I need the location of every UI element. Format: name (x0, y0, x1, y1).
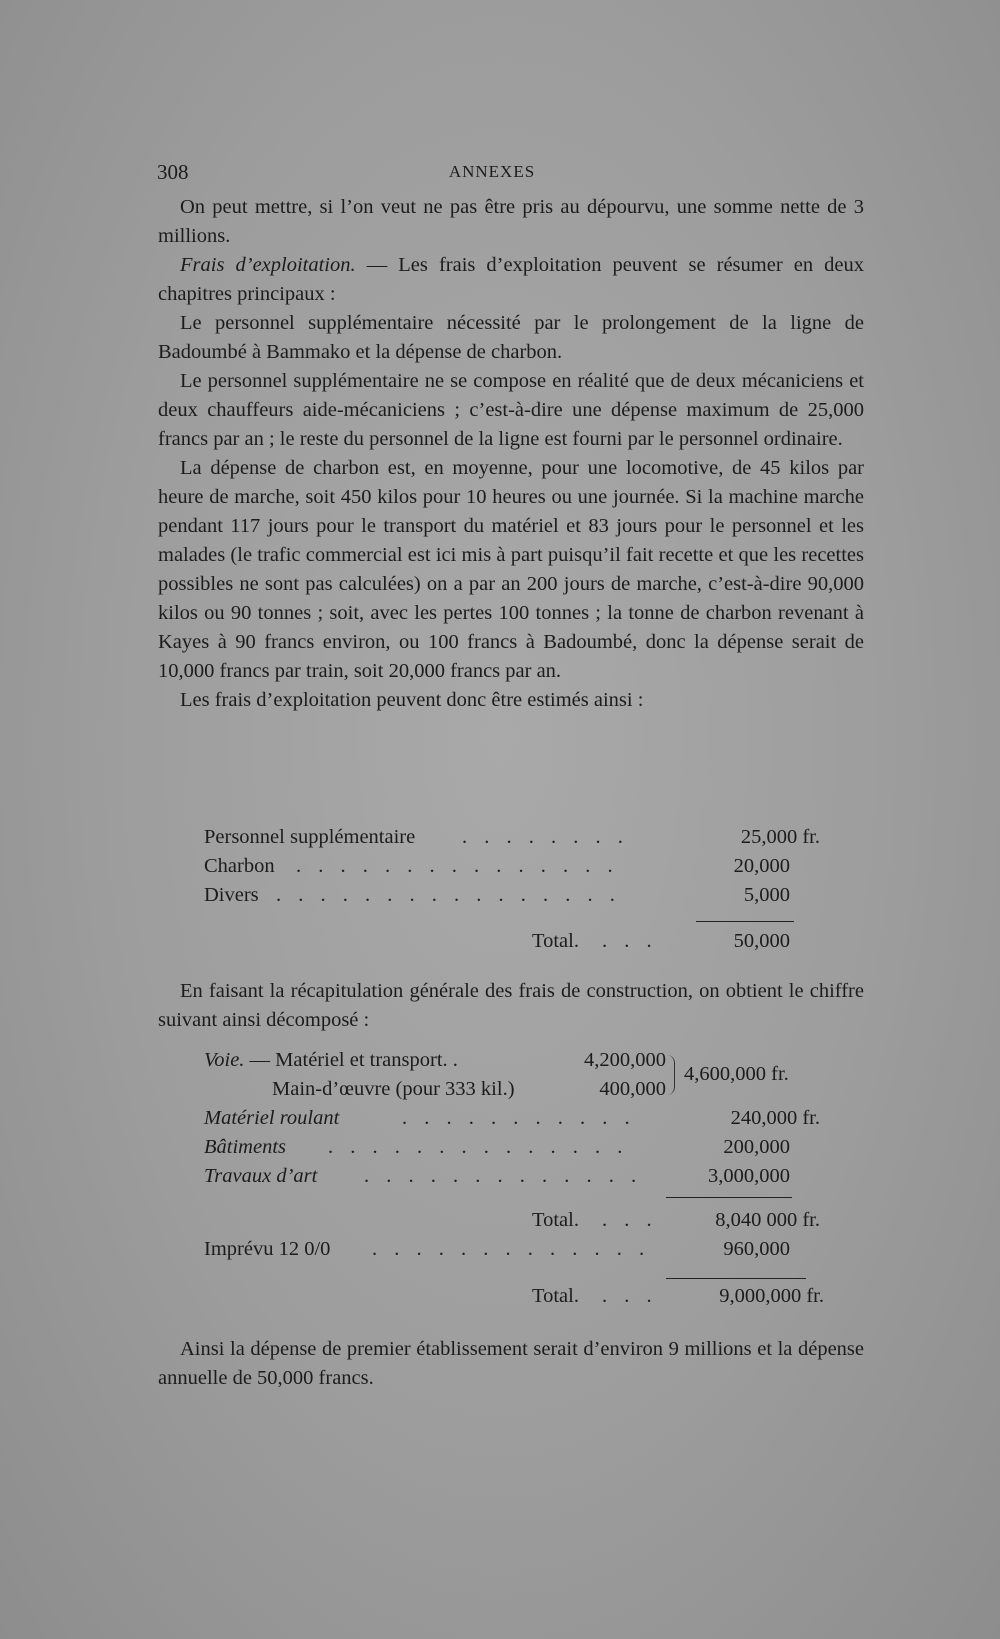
paragraph-7: En faisant la récapitulation générale des frais de construction, on obtient le chiffre suivant ainsi décomposé : (158, 980, 864, 1031)
body-text-3 (158, 1335, 864, 1393)
row-amount: 25,000 fr. (740, 826, 820, 848)
construction-total-row (204, 1285, 824, 1314)
paragraph-2-text: — Les frais d’exploitation peuvent se résumer en deux chapitres principaux : (158, 254, 864, 305)
row-label: Travaux d’art (204, 1165, 318, 1187)
voie-total: 4,600,000 fr. (684, 1063, 789, 1085)
row-amount: 200,000 (723, 1136, 790, 1158)
paragraph-2 (158, 251, 864, 309)
total-label: Total. (532, 1285, 579, 1307)
exploitation-total-row (204, 930, 824, 959)
running-head: ANNEXES (448, 162, 536, 181)
leader-dots: . (447, 1049, 458, 1071)
row-label: Divers (204, 884, 259, 906)
row-amount: 3,000,000 (708, 1165, 790, 1187)
subtotal-amount: 8,040 000 fr. (715, 1209, 820, 1231)
leader-dots: . . . . . . . . . . . (402, 1107, 636, 1129)
voie-total-row (204, 1063, 824, 1092)
leader-dots: . . . (602, 1209, 658, 1231)
sum-rule (666, 1278, 806, 1279)
sum-rule (696, 921, 794, 922)
voie-label: Voie. (204, 1049, 245, 1071)
row-label: Matériel roulant (204, 1107, 340, 1129)
row-amount: 240,000 fr. (730, 1107, 820, 1129)
section-heading-italic: Frais d’exploitation. (180, 254, 356, 276)
total-amount: 50,000 (733, 930, 790, 952)
row-amount: 5,000 (743, 884, 790, 906)
total-amount: 9,000,000 fr. (719, 1285, 824, 1307)
subtotal-label: Total. (532, 1209, 579, 1231)
voie-line-2-amount: 400,000 (599, 1078, 666, 1100)
paragraph-6: Les frais d’exploitation peuvent donc être estimés ainsi : (180, 689, 644, 711)
row-label: Personnel supplémentaire (204, 826, 416, 848)
leader-dots: . . . . . . . . . . . . . (372, 1238, 651, 1260)
voie-line-1-amount: 4,200,000 (584, 1049, 666, 1071)
voie-line-2-text: Main-d’œuvre (pour 333 kil.) (272, 1078, 515, 1100)
paragraph-4: Le personnel supplémentaire ne se compose en réalité que de deux mécaniciens et deux chauffeurs aide-mécaniciens ; c’est-à-dire une dépense maximum de 25,000 francs par an ; le reste du personnel de la ligne est fourni par le personnel ordinaire. (158, 370, 864, 450)
leader-dots: . . . . . . . . . . . . . . (328, 1136, 629, 1158)
body-text-2 (158, 977, 864, 1035)
leader-dots: . . . . . . . . (462, 826, 629, 848)
imprevu-row (204, 1238, 824, 1267)
exploitation-row (204, 855, 824, 884)
leader-dots: . . . (602, 930, 658, 952)
construction-subtotal-row (204, 1209, 824, 1238)
construction-row (204, 1107, 824, 1136)
sum-rule (666, 1197, 792, 1198)
leader-dots: . . . (602, 1285, 658, 1307)
paragraph-1: On peut mettre, si l’on veut ne pas être pris au dépourvu, une somme nette de 3 millions. (158, 196, 864, 247)
paragraph-8: Ainsi la dépense de premier établissement serait d’environ 9 millions et la dépense annuelle de 50,000 francs. (158, 1338, 864, 1389)
construction-row (204, 1136, 824, 1165)
paragraph-3: Le personnel supplémentaire nécessité par le prolongement de la ligne de Badoumbé à Bammako et la dépense de charbon. (158, 312, 864, 363)
body-text (158, 193, 864, 715)
page-number: 308 (157, 160, 189, 184)
row-label: Bâtiments (204, 1136, 286, 1158)
imprevu-amount: 960,000 (723, 1238, 790, 1260)
row-label: Charbon (204, 855, 275, 877)
leader-dots: . . . . . . . . . . . . . . . (296, 855, 619, 877)
exploitation-row (204, 884, 824, 913)
leader-dots: . . . . . . . . . . . . . (364, 1165, 643, 1187)
leader-dots: . . . . . . . . . . . . . . . . (276, 884, 621, 906)
construction-row (204, 1165, 824, 1194)
voie-line-1-text: — Matériel et transport. (244, 1049, 448, 1071)
total-label: Total. (532, 930, 579, 952)
exploitation-row (204, 826, 824, 855)
row-amount: 20,000 (733, 855, 790, 877)
paragraph-5: La dépense de charbon est, en moyenne, pour une locomotive, de 45 kilos par heure de marche, soit 450 kilos pour 10 heures ou une journée. Si la machine marche pendant 117 jours pour le transport du matériel et 83 jours pour le personnel et les malades (le trafic commercial est ici mis à part puisqu’il fait recette et que les recettes possibles ne sont pas calculées) on a par an 200 jours de marche, c’est-à-dire 90,000 kilos ou 90 tonnes ; soit, avec les pertes 100 tonnes ; la tonne de charbon revenant à Kayes à 90 francs environ, ou 100 francs à Badoumbé, donc la dépense serait de 10,000 francs par train, soit 20,000 francs par an. (158, 457, 864, 682)
page-header (157, 160, 827, 190)
imprevu-label: Imprévu 12 0/0 (204, 1238, 331, 1260)
